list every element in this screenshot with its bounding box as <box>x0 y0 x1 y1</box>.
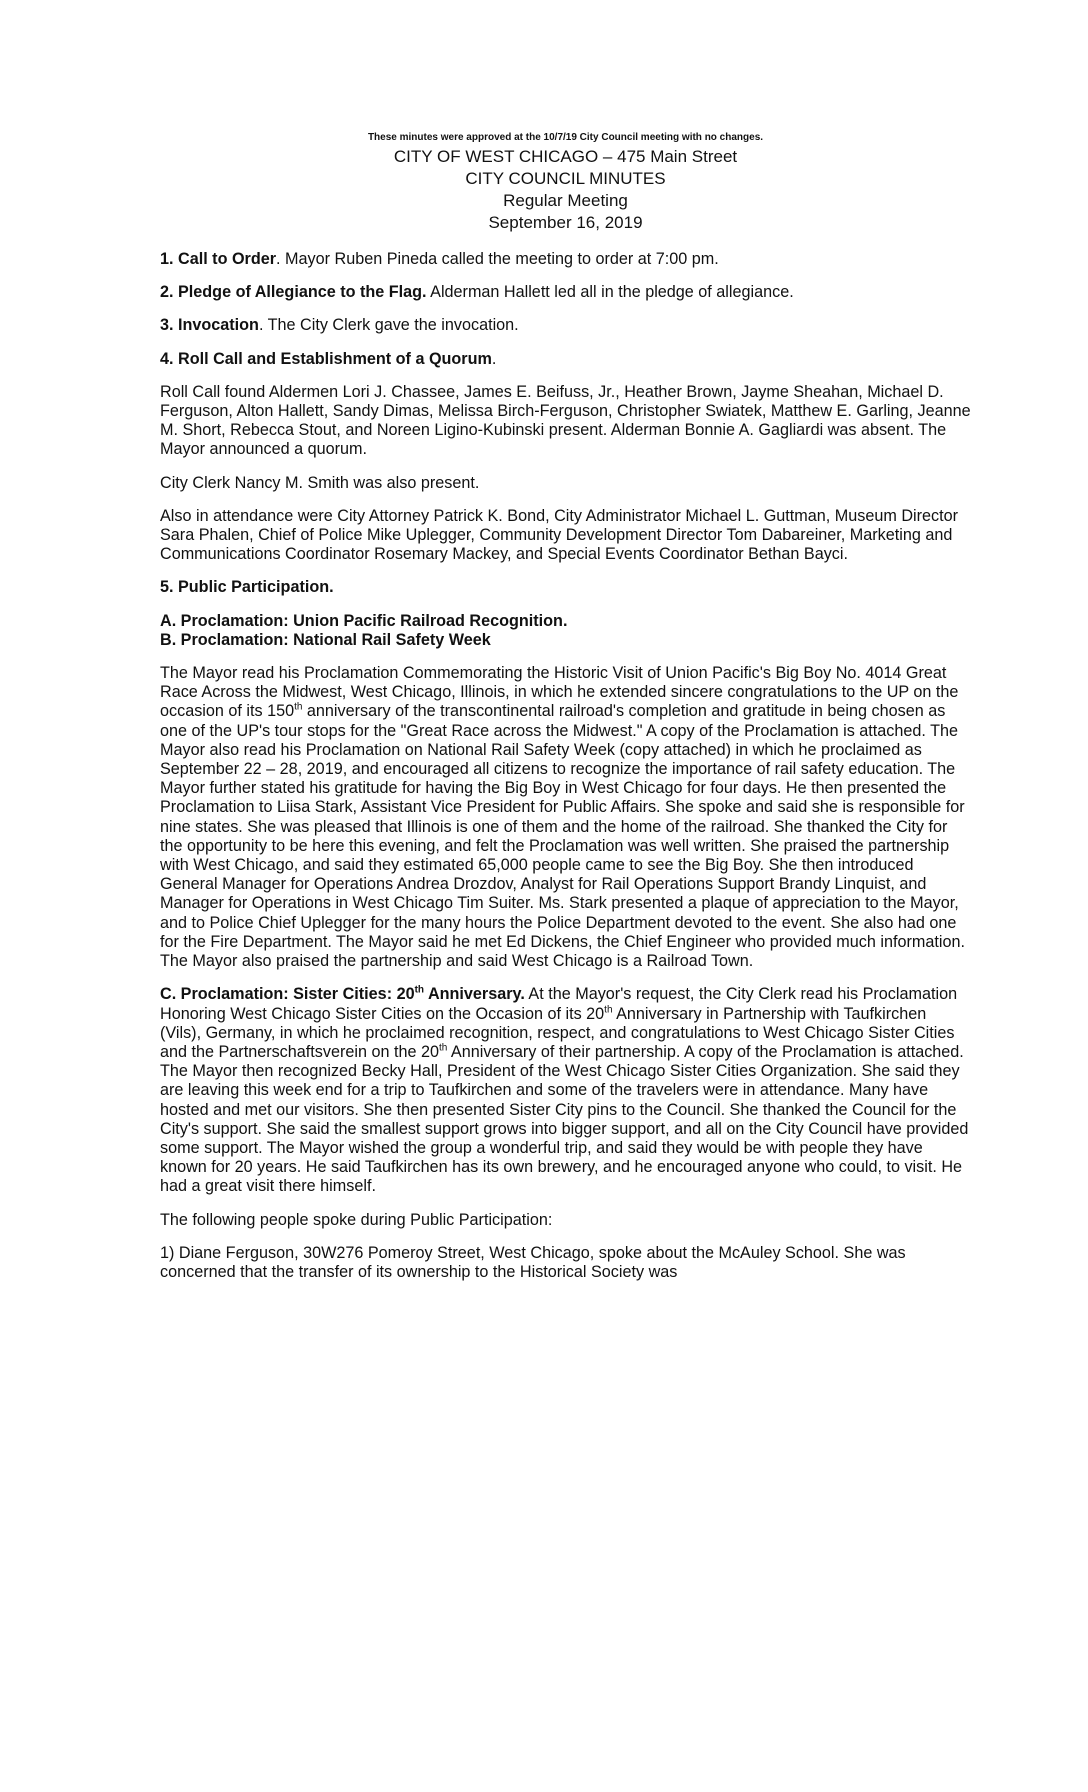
clerk-paragraph: City Clerk Nancy M. Smith was also present. <box>160 473 480 492</box>
city-address: CITY OF WEST CHICAGO – 475 Main Street <box>393 147 738 166</box>
item-label: 5. Public Participation. <box>160 578 334 597</box>
item-text: Alderman Hallett led all in the pledge of allegiance. <box>426 283 794 302</box>
approval-note: These minutes were approved at the 10/7/19 City Council meeting with no changes. <box>367 132 764 143</box>
item-text: . <box>491 349 497 368</box>
item-label: 1. Call to Order <box>160 250 277 268</box>
item-invocation <box>160 316 971 335</box>
meeting-type: Regular Meeting <box>503 191 628 210</box>
item-pledge <box>160 283 971 302</box>
item-label: 4. Roll Call and Establishment of a Quorum <box>160 349 492 368</box>
item-label: 3. Invocation <box>160 316 259 335</box>
document-title: CITY COUNCIL MINUTES <box>465 169 666 188</box>
item-label: C. Proclamation: Sister Cities: 20th Anniversary. <box>160 984 525 1004</box>
item-call-to-order <box>160 250 971 269</box>
proclamation-railroad-paragraph: The Mayor read his Proclamation Commemorating the Historic Visit of Union Pacific's Big Boy No. 4014 Great Race Across the Midwest, West Chicago, Illinois, in which he extended sincere congratulations to the UP on the occasion of its 150th anniversary of the transcontinental railroad's completion and gratitude in being chosen as one of the UP's tour stops for the "Great Race across the Midwest." A copy of the Proclamation is attached. The Mayor also read his Proclamation on National Rail Safety Week (copy attached) in which he proclaimed as September 22 – 28, 2019, and encouraged all citizens to recognize the importance of rail safety education. The Mayor further stated his gratitude for having the Big Boy in West Chicago for four days. He then presented the Proclamation to Liisa Stark, Assistant Vice President for Public Affairs. She spoke and said she is responsible for nine states. She was pleased that Illinois is one of them and the home of the railroad. She thanked the City for the opportunity to be here this evening, and felt the Proclamation was well written. She praised the partnership with West Chicago, and said they estimated 65,000 people came to see the Big Boy. She then introduced General Manager for Operations Andrea Drozdov, Analyst for Rail Operations Support Brandy Linquist, and Manager for Operations in West Chicago Tim Suiter. Ms. Stark presented a plaque of appreciation to the Mayor, and to Police Chief Uplegger for the many hours the Police Department devoted to the event. She also had one for the Fire Department. The Mayor said he met Ed Dickens, the Chief Engineer who provided much information. The Mayor also praised the partnership and said West Chicago is a Railroad Town. <box>160 664 965 971</box>
roll-call-paragraph: Roll Call found Aldermen Lori J. Chassee, James E. Beifuss, Jr., Heather Brown, Jayme Sheahan, Michael D. Ferguson, Alton Hallett, Sandy Dimas, Melissa Birch-Ferguson, Christopher Swiatek, Matthew E. Garling, Jeanne M. Short, Rebecca Stout, and Noreen Ligino-Kubinski present. Alderman Bonnie A. Gagliardi was absent. The Mayor announced a quorum. <box>160 382 971 459</box>
item-text: . The City Clerk gave the invocation. <box>258 316 519 335</box>
proclamation-headings <box>160 612 971 650</box>
sub-item-b: B. Proclamation: National Rail Safety Week <box>160 630 491 649</box>
speakers-intro: The following people spoke during Public Participation: <box>160 1210 553 1229</box>
document-header <box>160 132 971 234</box>
item-public-participation <box>160 578 971 597</box>
item-label: 2. Pledge of Allegiance to the Flag. <box>160 283 427 302</box>
speaker-1-paragraph: 1) Diane Ferguson, 30W276 Pomeroy Street, West Chicago, spoke about the McAuley School. She was concerned that the transfer of its ownership to the Historical Society was <box>160 1243 906 1281</box>
sub-item-a: A. Proclamation: Union Pacific Railroad Recognition. <box>160 611 568 630</box>
proclamation-sister-cities-paragraph: C. Proclamation: Sister Cities: 20th Anniversary. At the Mayor's request, the City Clerk read his Proclamation Honoring West Chicago Sister Cities on the Occasion of its 20th Anniversary in Partnership with Taufkirchen (Vils), Germany, in which he proclaimed recognition, respect, and congratulations to West Chicago Sister Cities and the Partnerschaftsverein on the 20th Anniversary of their partnership. A copy of the Proclamation is attached. The Mayor then recognized Becky Hall, President of the West Chicago Sister Cities Organization. She said they are leaving this week end for a trip to Taufkirchen and some of the travelers were in attendance. Many have hosted and met our visitors. She then presented Sister City pins to the Council. She thanked the Council for the City's support. She said the smallest support grows into bigger support, and all on the City Council have provided some support. The Mayor wished the group a wonderful trip, and said they would be with people they have known for 20 years. He said Taufkirchen has its own brewery, and he encouraged anyone who could, to visit. He had a great visit there himself. <box>160 984 969 1196</box>
item-text: . Mayor Ruben Pineda called the meeting to order at 7:00 pm. <box>276 250 719 268</box>
meeting-date: September 16, 2019 <box>488 213 643 232</box>
attendance-paragraph: Also in attendance were City Attorney Patrick K. Bond, City Administrator Michael L. Guttman, Museum Director Sara Phalen, Chief of Police Mike Uplegger, Community Development Director Tom Dabareiner, Marketing and Communications Coordinator Rosemary Mackey, and Special Events Coordinator Bethan Bayci. <box>160 506 959 564</box>
item-roll-call <box>160 350 971 369</box>
